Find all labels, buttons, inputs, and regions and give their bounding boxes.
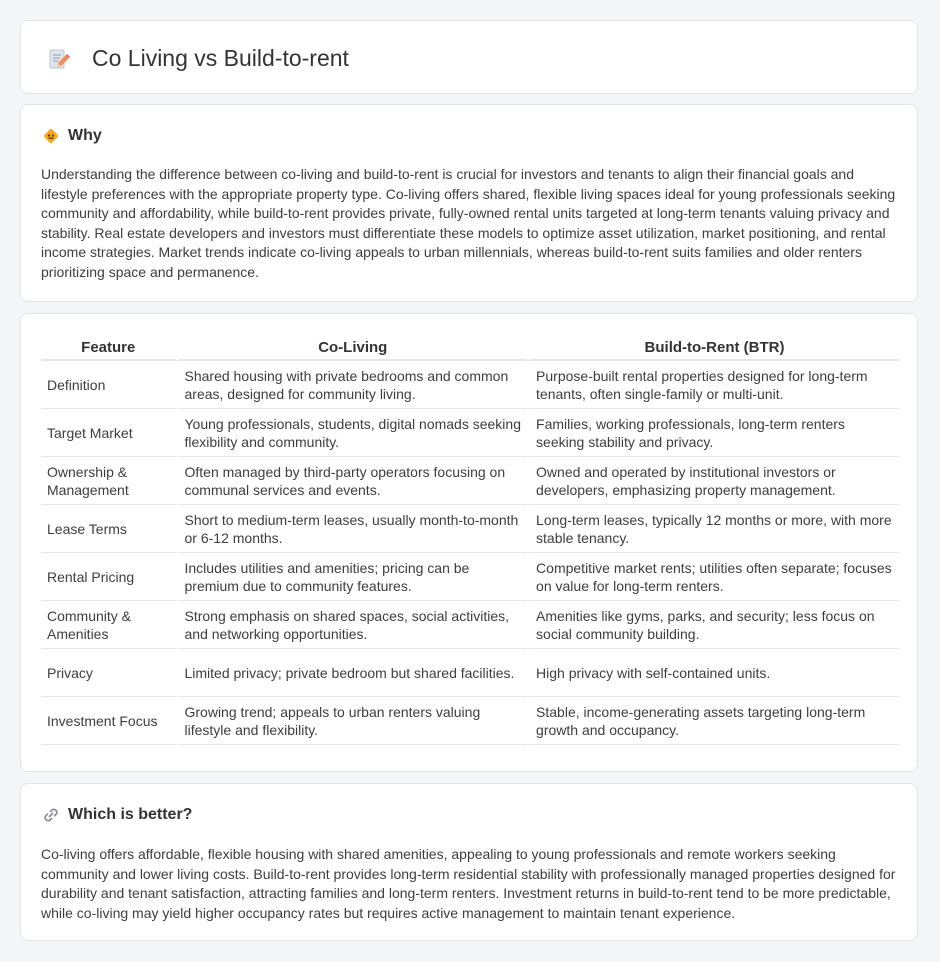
table-row xyxy=(41,361,899,409)
table-row xyxy=(41,649,899,697)
row-co-living: Includes utilities and amenities; pricing can be premium due to community features. xyxy=(176,553,528,601)
row-co-living: Shared housing with private bedrooms and common areas, designed for community living. xyxy=(176,361,528,409)
table-row xyxy=(41,505,899,553)
table-row xyxy=(41,697,899,745)
page-title: Co Living vs Build-to-rent xyxy=(92,45,349,71)
comparison-table xyxy=(41,336,899,745)
row-feature: Target Market xyxy=(41,409,176,457)
row-co-living: Young professionals, students, digital nomads seeking flexibility and community. xyxy=(176,409,528,457)
row-feature: Lease Terms xyxy=(41,505,176,553)
row-feature: Investment Focus xyxy=(41,697,176,745)
table-row xyxy=(41,601,899,649)
table-header-row xyxy=(41,336,899,361)
row-build-to-rent: Owned and operated by institutional investors or developers, emphasizing property management. xyxy=(527,457,899,505)
row-co-living: Often managed by third-party operators focusing on communal services and events. xyxy=(176,457,528,505)
why-text: Understanding the difference between co-living and build-to-rent is crucial for investors and tenants to align their financial goals and lifestyle preferences with the appropriate property type. Co-living offers shared, flexible living spaces ideal for young professionals seeking community and affordability, while build-to-rent provides private, fully-owned rental units targeted at long-term tenants valuing privacy and stability. Real estate developers and investors must differentiate these models to optimize asset utilization, market positioning, and rental income strategies. Market trends indicate co-living appeals to urban millennials, whereas build-to-rent suits families and older renters prioritizing space and permanence. xyxy=(41,166,896,280)
row-co-living: Short to medium-term leases, usually month-to-month or 6-12 months. xyxy=(176,505,528,553)
row-co-living: Growing trend; appeals to urban renters valuing lifestyle and flexibility. xyxy=(176,697,528,745)
row-feature: Community & Amenities xyxy=(41,601,176,649)
row-co-living: Strong emphasis on shared spaces, social activities, and networking opportunities. xyxy=(176,601,528,649)
table-row xyxy=(41,409,899,457)
better-text: Co-living offers affordable, flexible housing with shared amenities, appealing to young professionals and remote workers seeking community and lower living costs. Build-to-rent provides long-term residential stability with professionally managed properties designed for durability and tenant satisfaction, attracting families and long-term renters. Investment returns in build-to-rent tend to be more predictable, while co-living may yield higher occupancy rates but requires active management to maintain tenant experience. xyxy=(41,846,896,921)
better-heading: Which is better? xyxy=(68,806,193,823)
row-feature: Ownership & Management xyxy=(41,457,176,505)
row-co-living: Limited privacy; private bedroom but shared facilities. xyxy=(176,649,528,697)
row-build-to-rent: Competitive market rents; utilities often separate; focuses on value for long-term renters. xyxy=(527,553,899,601)
row-feature: Rental Pricing xyxy=(41,553,176,601)
row-build-to-rent: Amenities like gyms, parks, and security; less focus on social community building. xyxy=(527,601,899,649)
why-heading: Why xyxy=(68,127,102,144)
header-feature: Feature xyxy=(41,336,176,361)
header-co-living: Co-Living xyxy=(176,336,528,361)
row-feature: Definition xyxy=(41,361,176,409)
table-row xyxy=(41,553,899,601)
row-build-to-rent: High privacy with self-contained units. xyxy=(527,649,899,697)
row-build-to-rent: Stable, income-generating assets targeting long-term growth and occupancy. xyxy=(527,697,899,745)
link-icon xyxy=(42,806,60,824)
row-feature: Privacy xyxy=(41,649,176,697)
row-build-to-rent: Purpose-built rental properties designed for long-term tenants, often single-family or multi-unit. xyxy=(527,361,899,409)
title-card xyxy=(20,20,918,94)
row-build-to-rent: Long-term leases, typically 12 months or more, with more stable tenancy. xyxy=(527,505,899,553)
comparison-section xyxy=(20,313,918,772)
document-edit-icon xyxy=(47,47,71,71)
why-section xyxy=(20,104,918,302)
row-build-to-rent: Families, working professionals, long-term renters seeking stability and privacy. xyxy=(527,409,899,457)
table-row xyxy=(41,457,899,505)
header-build-to-rent: Build-to-Rent (BTR) xyxy=(527,336,899,361)
diamond-warning-icon xyxy=(42,127,60,145)
which-is-better-section xyxy=(20,783,918,941)
